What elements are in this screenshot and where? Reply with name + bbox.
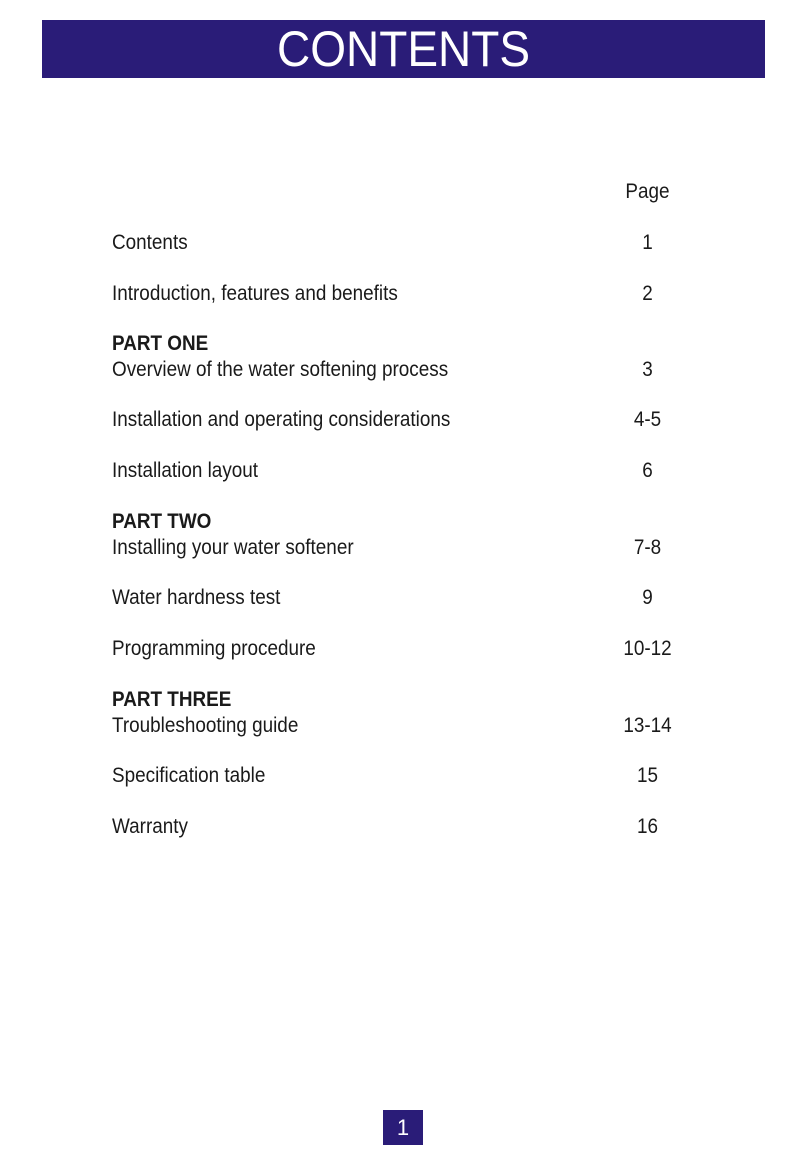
toc-entry[interactable]	[112, 459, 702, 487]
toc-entry-label: Installation and operating considerations	[112, 408, 451, 431]
toc-entry-label: Water hardness test	[112, 586, 281, 609]
toc-entry-page: 4-5	[633, 408, 662, 431]
toc-entry-page: 6	[642, 459, 653, 482]
part-one-heading: PART ONE	[112, 332, 209, 355]
toc-entry[interactable]	[112, 282, 702, 310]
toc-entry-page: 2	[642, 282, 653, 305]
toc-entry-page: 13-14	[623, 714, 672, 737]
toc-entry[interactable]	[112, 231, 702, 259]
toc-entry[interactable]	[112, 637, 702, 665]
toc-entry-page: 1	[642, 231, 653, 254]
toc-entry[interactable]	[112, 358, 702, 386]
page-column-header: Page	[625, 180, 670, 203]
toc-entry-label: Troubleshooting guide	[112, 714, 299, 737]
toc-entry-page: 15	[636, 764, 659, 787]
toc-entry-label: Programming procedure	[112, 637, 316, 660]
toc-entry[interactable]	[112, 714, 702, 742]
toc-entry-page: 10-12	[623, 637, 672, 660]
toc-entry-page: 7-8	[633, 536, 662, 559]
toc-entry-label: Introduction, features and benefits	[112, 282, 398, 305]
toc-entry-label: Installing your water softener	[112, 536, 354, 559]
toc-entry[interactable]	[112, 408, 702, 436]
toc-entry-label: Installation layout	[112, 459, 259, 482]
page-number-badge	[383, 1110, 423, 1145]
toc-entry[interactable]	[112, 536, 702, 564]
toc-entry[interactable]	[112, 586, 702, 614]
toc-entry-label: Contents	[112, 231, 188, 254]
page-number: 1	[396, 1114, 410, 1140]
toc-entry-page: 9	[642, 586, 653, 609]
part-three-heading: PART THREE	[112, 688, 232, 711]
toc-entry-label: Overview of the water softening process	[112, 358, 449, 381]
toc-entry-label: Warranty	[112, 815, 188, 838]
title-bar	[42, 20, 765, 78]
part-two-heading: PART TWO	[112, 510, 212, 533]
toc-entry-page: 16	[636, 815, 659, 838]
toc-entry-label: Specification table	[112, 764, 266, 787]
toc-entry[interactable]	[112, 815, 702, 843]
toc-entry[interactable]	[112, 764, 702, 792]
page-title: CONTENTS	[277, 21, 530, 77]
toc-entry-page: 3	[642, 358, 653, 381]
